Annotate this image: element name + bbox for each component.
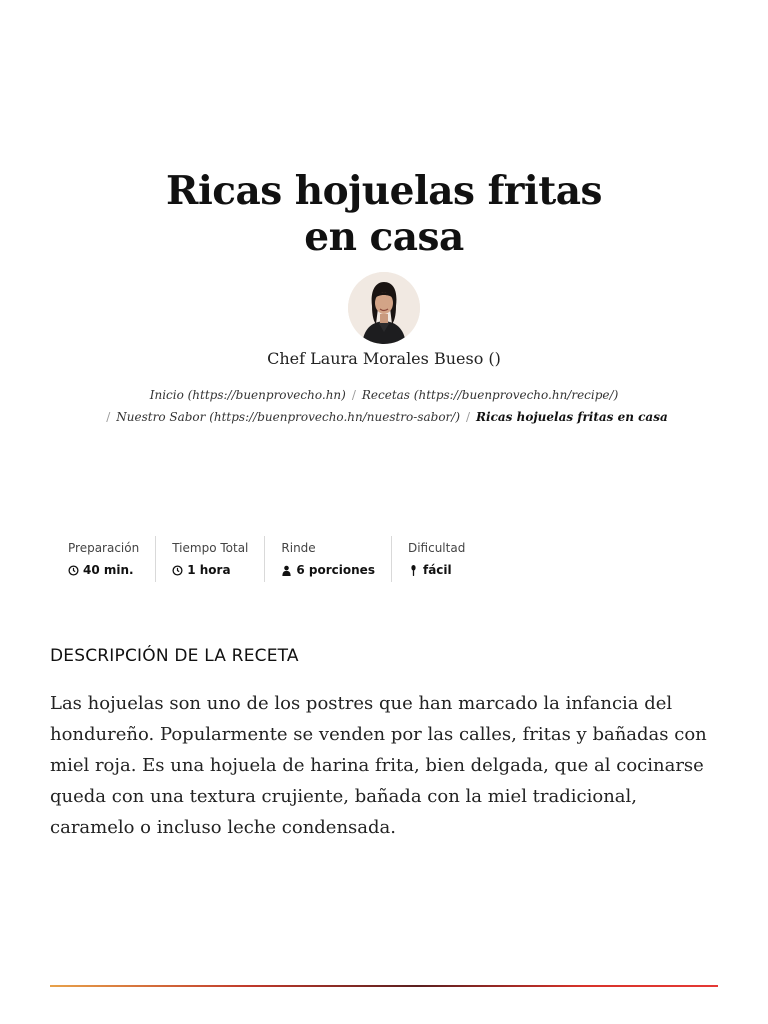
- stat-value-row: [172, 562, 248, 578]
- breadcrumb-line-1: [150, 388, 619, 402]
- clock-icon: [172, 565, 183, 576]
- author-avatar[interactable]: [348, 272, 420, 344]
- chef-portrait-icon: [348, 272, 420, 344]
- stat-preparacion: [52, 536, 155, 582]
- stat-rinde: [264, 536, 391, 582]
- user-icon: [281, 565, 292, 576]
- stat-value-row: [281, 562, 375, 578]
- stat-value: fácil: [422, 563, 452, 577]
- stat-label: Dificultad: [407, 541, 466, 555]
- clock-icon: [68, 565, 79, 576]
- stat-label: Preparación: [68, 541, 140, 555]
- breadcrumb-separator: /: [106, 410, 111, 424]
- breadcrumb-line-2: [100, 410, 668, 424]
- breadcrumb-item-nuestro-sabor[interactable]: Nuestro Sabor (https://buenprovecho.hn/nuestro-sabor/): [116, 410, 460, 424]
- breadcrumb-item-inicio[interactable]: Inicio (https://buenprovecho.hn): [149, 388, 346, 402]
- description-heading: DESCRIPCIÓN DE LA RECETA: [50, 646, 299, 666]
- stat-value: 6 porciones: [296, 563, 375, 577]
- breadcrumb-separator: /: [466, 410, 471, 424]
- description-text: Las hojuelas son uno de los postres que han marcado la infancia del hondureño. Popularmente se venden por las calles, fritas y bañadas con miel roja. Es una hojuela de harina frita, bien delgada, que al cocinarse queda con una textura crujiente, bañada con la miel tradicional, caramelo o incluso leche condensada.: [50, 693, 707, 838]
- stat-tiempo-total: [155, 536, 264, 582]
- stat-dificultad: [391, 536, 481, 582]
- stat-value: 1 hora: [187, 563, 231, 577]
- stat-value: 40 min.: [83, 563, 134, 577]
- stat-label: Tiempo Total: [172, 541, 249, 555]
- author-name[interactable]: Chef Laura Morales Bueso (): [267, 349, 501, 368]
- section-divider: [50, 985, 718, 987]
- spoon-icon: [408, 565, 419, 576]
- stat-value-row: [408, 562, 465, 578]
- stat-label: Rinde: [281, 541, 316, 555]
- breadcrumb-separator: /: [351, 388, 356, 402]
- breadcrumb-item-recetas[interactable]: Recetas (https://buenprovecho.hn/recipe/): [361, 388, 619, 402]
- recipe-stats: [52, 536, 481, 582]
- breadcrumb-item-current: Ricas hojuelas fritas en casa: [476, 410, 668, 424]
- stat-value-row: [68, 562, 139, 578]
- page-title: Ricas hojuelas fritas en casa: [166, 168, 602, 260]
- breadcrumb: [80, 384, 688, 428]
